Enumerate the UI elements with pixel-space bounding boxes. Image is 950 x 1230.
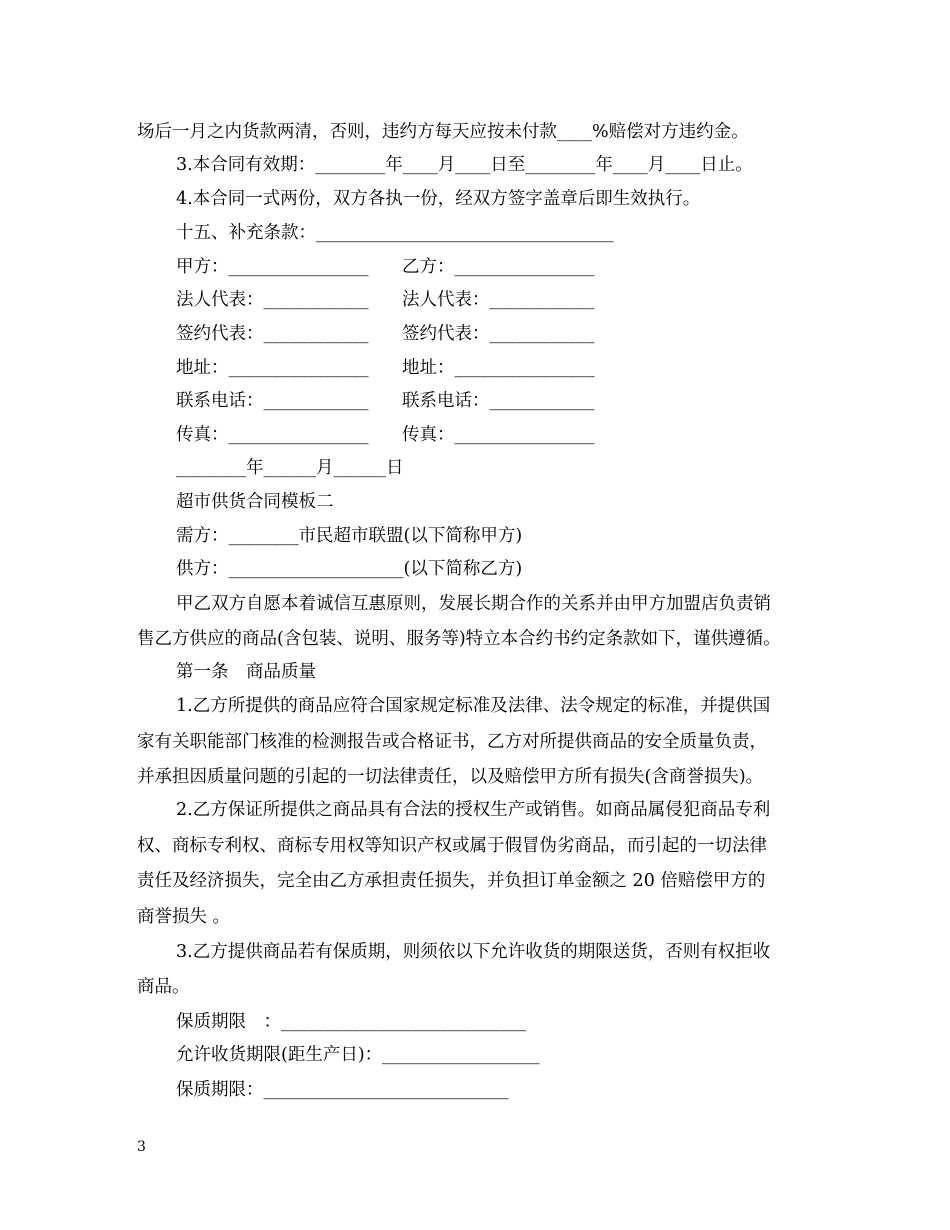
template-title: 超市供货合同模板二 <box>176 492 334 512</box>
clause-text-line: 场后一月之内货款两清，否则，违约方每天应按未付款____%赔偿对方违约金。 <box>137 122 749 142</box>
supplier-line: 供方：____________________(以下简称乙方) <box>176 559 523 579</box>
clause-3-line: 3.乙方提供商品若有保质期，则须依以下允许收货的期限送货，否则有权拒收 <box>176 942 771 962</box>
contract-copies-line: 4.本合同一式两份，双方各执一份，经双方签字盖章后即生效执行。 <box>176 189 701 209</box>
contract-validity-line: 3.本合同有效期：________年____月____日至________年____月____日止。 <box>176 155 753 175</box>
party-a-field: 甲方：________________ <box>176 257 369 277</box>
intro-paragraph-line: 甲乙双方自愿本着诚信互惠原则，发展长期合作的关系并由甲方加盟店负责销 <box>176 594 771 614</box>
party-b-fax-field: 传真：________________ <box>402 425 595 445</box>
party-b-field: 乙方：________________ <box>402 257 595 277</box>
article-heading: 第一条 商品质量 <box>176 662 316 682</box>
page-number: 3 <box>137 1139 146 1155</box>
party-a-signing-rep-field: 签约代表：____________ <box>176 324 369 344</box>
party-a-phone-field: 联系电话：____________ <box>176 391 369 411</box>
receiving-period-field: 允许收货期限(距生产日)：__________________ <box>176 1045 540 1065</box>
supplementary-terms-line: 十五、补充条款：__________________________________ <box>176 223 614 243</box>
clause-1-line: 1.乙方所提供的商品应符合国家规定标准及法律、法令规定的标准，并提供国 <box>176 696 771 716</box>
clause-3-line: 商品。 <box>137 977 190 997</box>
clause-2-line: 2.乙方保证所提供之商品具有合法的授权生产或销售。如商品属侵犯商品专利 <box>176 800 771 820</box>
shelf-life-field: 保质期限：____________________________ <box>176 1080 509 1100</box>
party-a-legal-rep-field: 法人代表：____________ <box>176 290 369 310</box>
party-b-legal-rep-field: 法人代表：____________ <box>402 290 595 310</box>
party-b-phone-field: 联系电话：____________ <box>402 391 595 411</box>
party-a-fax-field: 传真：________________ <box>176 425 369 445</box>
buyer-line: 需方：________市民超市联盟(以下简称甲方) <box>176 526 523 546</box>
clause-2-line: 权、商标专利权、商标专用权等知识产权或属于假冒伪劣商品，而引起的一切法律 <box>137 836 767 856</box>
party-a-address-field: 地址：________________ <box>176 358 369 378</box>
clause-2-line: 商誉损失 。 <box>137 907 231 927</box>
intro-paragraph-line: 售乙方供应的商品(含包装、说明、服务等)特立本合约书约定条款如下，谨供遵循。 <box>137 629 781 649</box>
shelf-life-field: 保质期限 ：____________________________ <box>176 1012 526 1032</box>
clause-2-line: 责任及经济损失，完全由乙方承担责任损失，并负担订单金额之 20 倍赔偿甲方的 <box>137 871 766 891</box>
date-line: ________年______月______日 <box>176 458 404 478</box>
party-b-address-field: 地址：________________ <box>402 358 595 378</box>
party-b-signing-rep-field: 签约代表：____________ <box>402 324 595 344</box>
clause-1-line: 并承担因质量问题的引起的一切法律责任，以及赔偿甲方所有损失(含商誉损失)。 <box>137 767 764 787</box>
clause-1-line: 家有关职能部门核准的检测报告或合格证书，乙方对所提供商品的安全质量负责， <box>137 732 767 752</box>
